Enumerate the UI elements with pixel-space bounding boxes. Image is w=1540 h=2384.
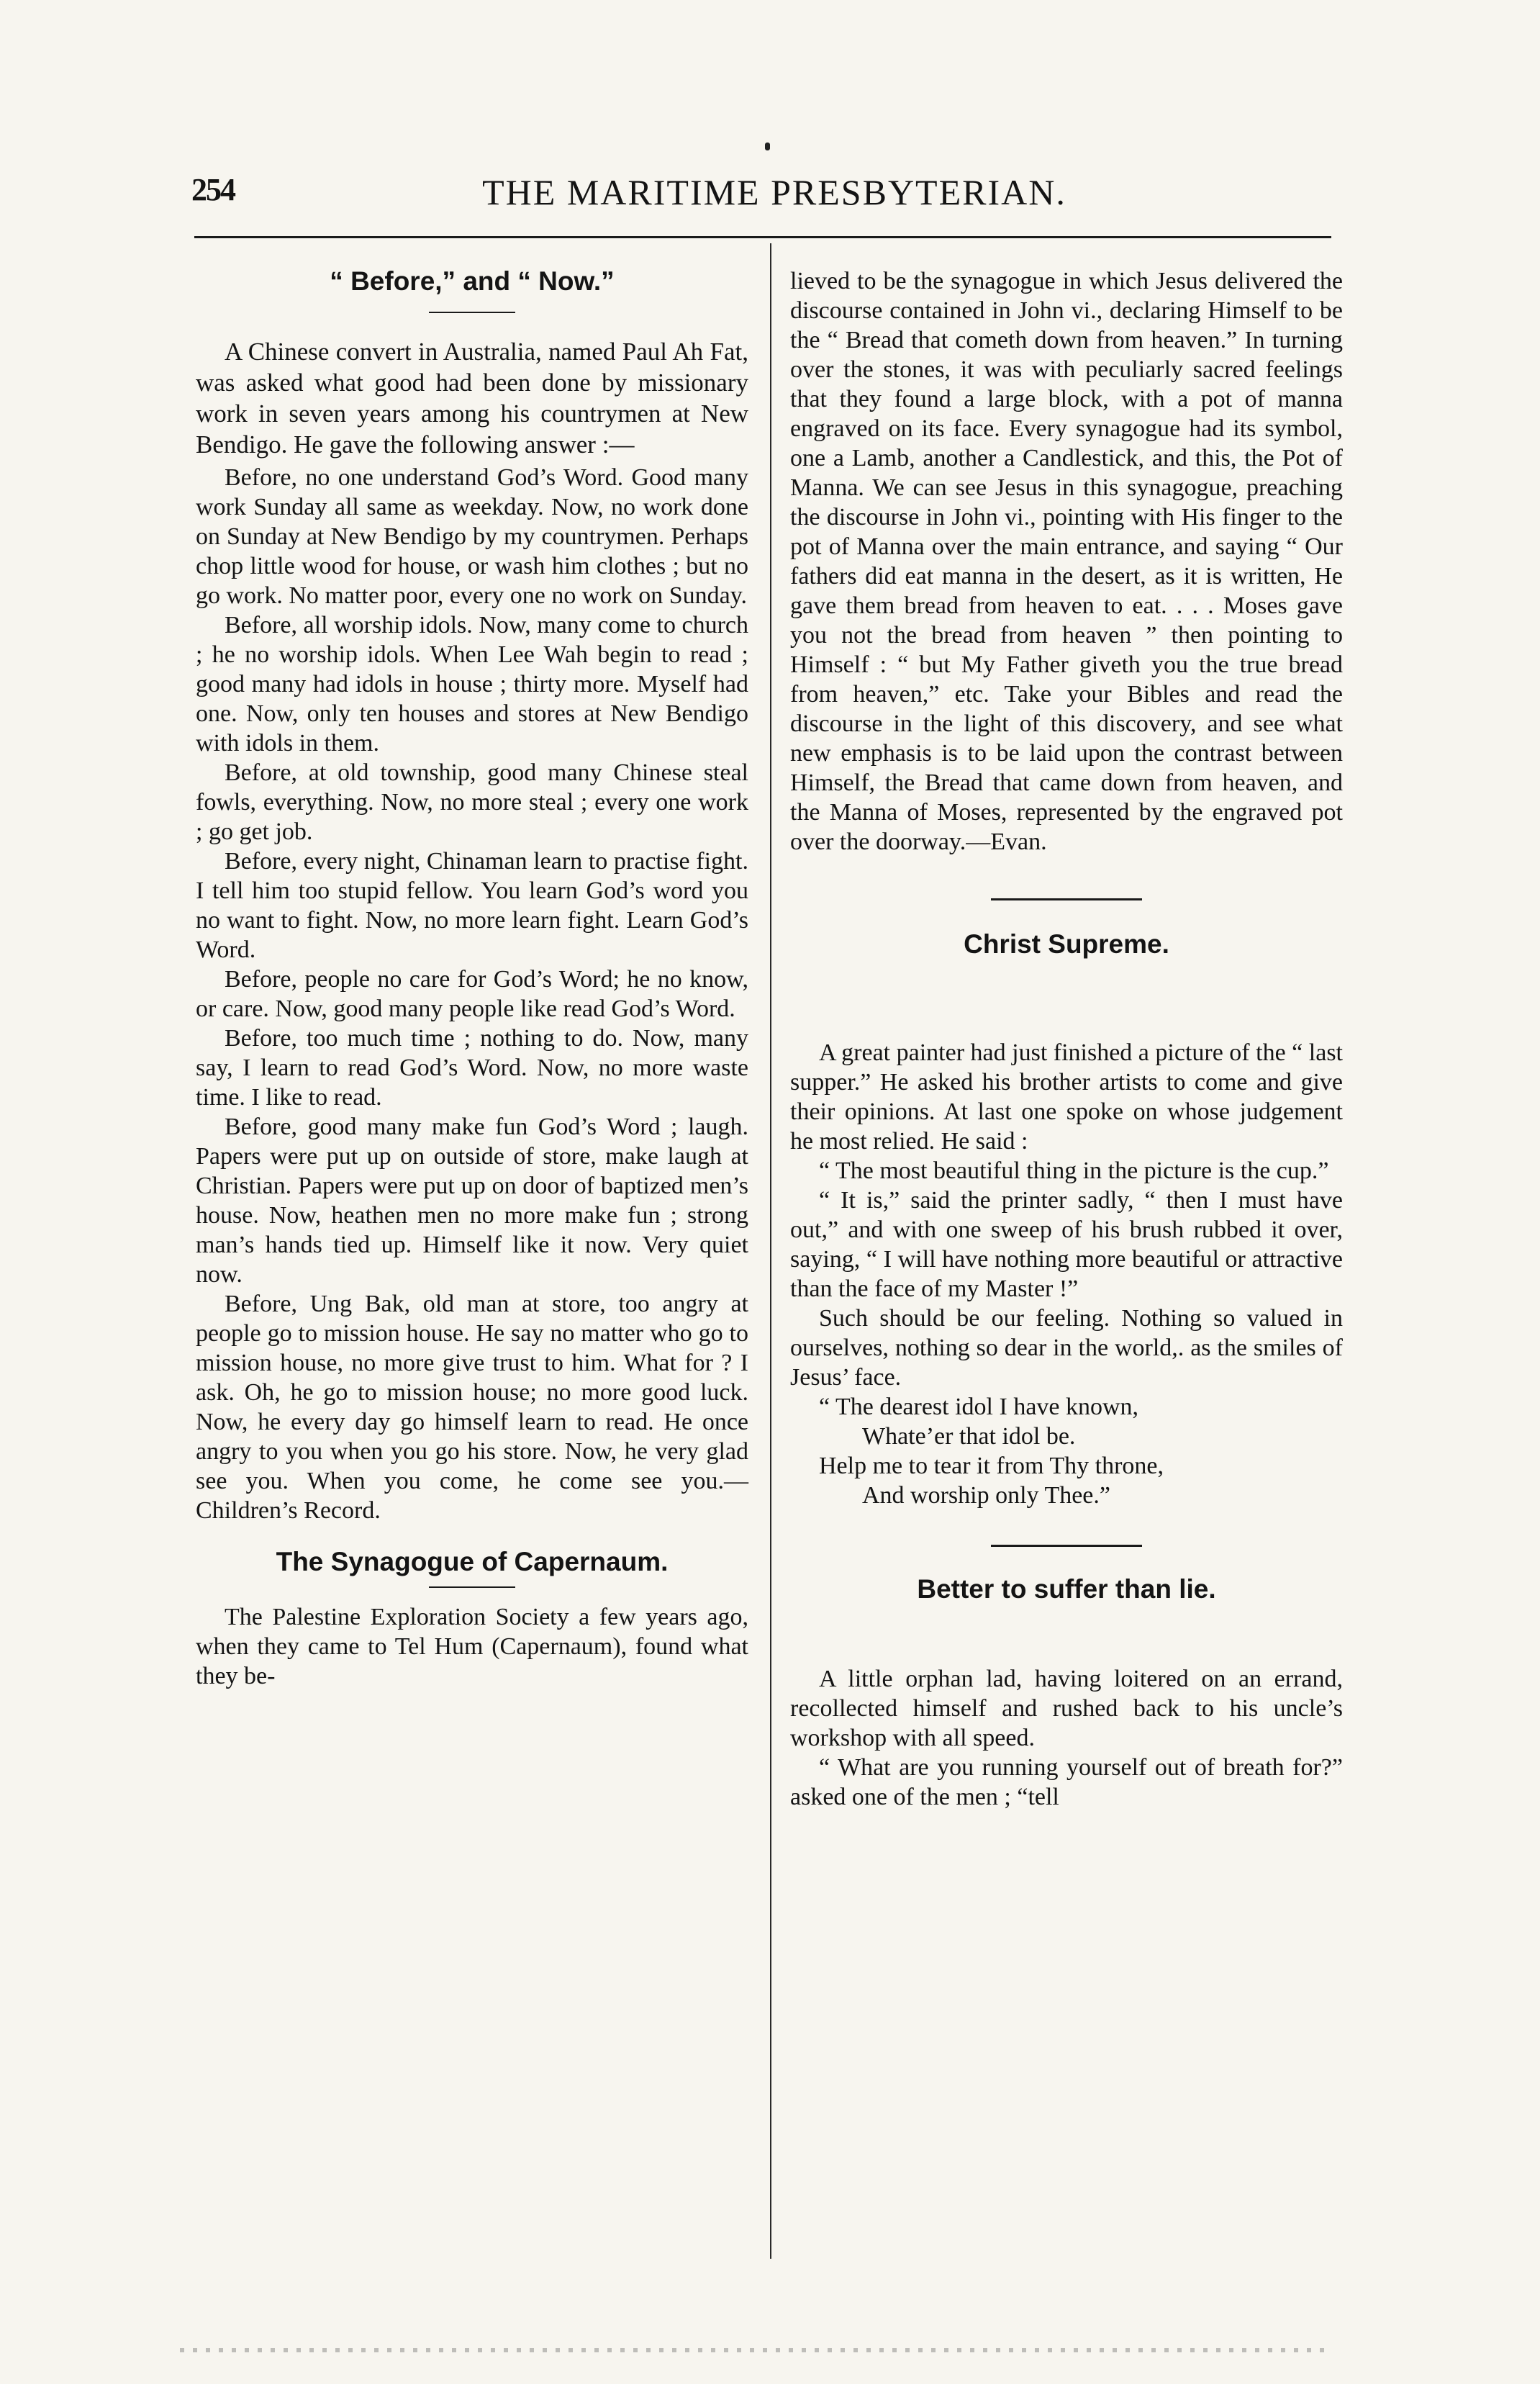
paragraph: Before, all worship idols. Now, many come to church ; he no worship idols. When Lee Wah begin to read ; good many had idols in house ; thirty more. Myself had one. Now, only ten houses and stores at New Bendigo with idols in them. [196, 612, 748, 757]
paragraph: “ The most beautiful thing in the picture is the cup.” [819, 1157, 1329, 1184]
paragraph: Before, people no care for God’s Word; he no know, or care. Now, good many people like read God’s Word. [196, 966, 748, 1022]
paragraph: Before, good many make fun God’s Word ; laugh. Papers were put up on outside of store, make laugh at Christian. Papers were put up on door of baptized men’s house. Now, heathen men no more make fun ; strong man’s hands tied up. Himself like it now. Very quiet now. [196, 1114, 748, 1288]
left-column [196, 266, 748, 1691]
section-rule [991, 898, 1142, 900]
spacer [790, 959, 1343, 1038]
paragraph: Such should be our feeling. Nothing so valued in ourselves, nothing so dear in the world,. as the smiles of Jesus’ face. [790, 1305, 1343, 1391]
paragraph: Before, too much time ; nothing to do. Now, many say, I learn to read God’s Word. Now, no more waste time. I like to read. [196, 1025, 748, 1111]
bottom-edge-noise [180, 2348, 1331, 2352]
paragraph: A great painter had just finished a picture of the “ last supper.” He asked his brother artists to come and give their opinions. At last one spoke on whose judgement he most relied. He said : [790, 1039, 1343, 1155]
article-intro: A Chinese convert in Australia, named Paul Ah Fat, was asked what good had been done by missionary work in seven years among his countrymen at New Bendigo. He gave the following answer :— [196, 338, 748, 459]
paragraph: A little orphan lad, having loitered on an errand, recollected himself and rushed back to his uncle’s workshop with all speed. [790, 1666, 1343, 1751]
verse-line: “ The dearest idol I have known, [819, 1394, 1139, 1420]
paragraph: The Palestine Exploration Society a few years ago, when they came to Tel Hum (Capernaum), found what they be- [196, 1604, 748, 1689]
article-title-before-now: “ Before,” and “ Now.” [330, 266, 615, 296]
right-column [790, 266, 1343, 1812]
column-divider [770, 243, 771, 2259]
verse-line: Help me to tear it from Thy throne, [819, 1453, 1164, 1479]
title-rule [429, 312, 515, 313]
title-rule [429, 1586, 515, 1588]
verse [790, 1392, 1343, 1510]
paragraph: Before, every night, Chinaman learn to practise fight. I tell him too stupid fellow. You learn God’s word you no want to fight. Now, no more learn fight. Learn God’s Word. [196, 848, 748, 963]
paragraph: “ It is,” said the printer sadly, “ then I must have out,” and with one sweep of his brush rubbed it over, saying, “ I will have nothing more beautiful or attractive than the face of my Master !” [790, 1187, 1343, 1302]
article-title-christ-supreme: Christ Supreme. [964, 929, 1169, 959]
section-rule [991, 1545, 1142, 1547]
paragraph: Before, Ung Bak, old man at store, too angry at people go to mission house. He say no matter who go to mission house, no more give trust to him. What for ? I ask. Oh, he go to mission house; no more good luck. Now, he every day go himself learn to read. He once angry to you when you go his store. Now, he very glad see you. When you come, he come see you.—Children’s Record. [196, 1291, 748, 1524]
page-header [184, 171, 1364, 222]
ink-speck [765, 143, 770, 150]
paragraph: “ What are you running yourself out of breath for?” asked one of the men ; “tell [790, 1754, 1343, 1810]
page-number: 254 [191, 172, 235, 207]
spacer [790, 1604, 1343, 1664]
paragraph-continued: lieved to be the synagogue in which Jesus delivered the discourse contained in John vi., declaring Himself to be the “ Bread that cometh down from heaven.” In turning over the stones, it was with peculiarly sacred feelings that they found a large block, with a pot of manna engraved on its face. Every synagogue had its symbol, one a Lamb, another a Candlestick, and this, the Pot of Manna. We can see Jesus in this synagogue, preaching the discourse in John vi., pointing with His finger to the pot of Manna over the main entrance, and saying “ Our fathers did eat manna in the desert, as it is written, He gave them bread from heaven to eat. . . . Moses gave you not the bread from heaven ” then pointing to Himself : “ but My Father giveth you the true bread from heaven,” etc. Take your Bibles and read the discourse in the light of this discovery, and see what new emphasis is to be laid upon the contrast between Himself, the Bread that came down from heaven, and the Manna of Moses, represented by the engraved pot over the doorway.—Evan. [790, 268, 1343, 855]
verse-line: And worship only Thee.” [862, 1482, 1110, 1509]
verse-line: Whate’er that idol be. [862, 1423, 1076, 1450]
article-title-better-to-suffer: Better to suffer than lie. [917, 1574, 1216, 1604]
article-title-synagogue: The Synagogue of Capernaum. [276, 1547, 669, 1576]
paragraph: Before, no one understand God’s Word. Good many work Sunday all same as weekday. Now, no work done on Sunday at New Bendigo by my countrymen. Perhaps chop little wood for house, or wash him clothes ; but no go work. No matter poor, every one no work on Sunday. [196, 464, 748, 609]
header-rule [194, 236, 1331, 238]
running-title: THE MARITIME PRESBYTERIAN. [482, 172, 1066, 212]
paragraph: Before, at old township, good many Chinese steal fowls, everything. Now, no more steal ; every one work ; go get job. [196, 759, 748, 845]
